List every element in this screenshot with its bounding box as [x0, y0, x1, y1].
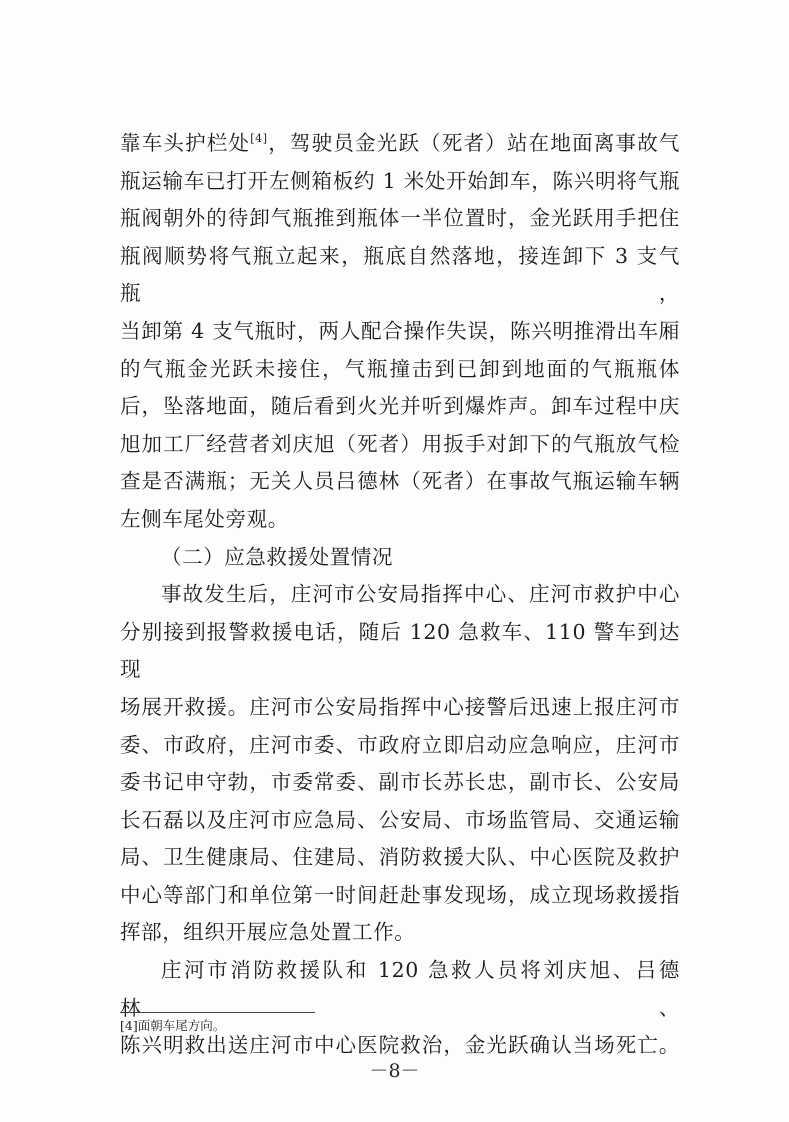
text-line: 瓶阀朝外的待卸气瓶推到瓶体一半位置时，金光跃用手把住: [120, 206, 680, 231]
body-text: [120, 125, 680, 1065]
text-line: 庄河市消防救援队和 120 急救人员将刘庆旭、吕德林、: [120, 958, 680, 1020]
text-line: 后，坠落地面，随后看到火光并听到爆炸声。卸车过程中庆: [120, 394, 680, 419]
text-line: 挥部，组织开展应急处置工作。: [120, 920, 416, 945]
text-line: 陈兴明救出送庄河市中心医院救治，金光跃确认当场死亡。: [120, 1033, 680, 1058]
text-line: 旭加工厂经营者刘庆旭（死者）用扳手对卸下的气瓶放气检: [120, 431, 680, 456]
text-line: 中心等部门和单位第一时间赶赴事发现场，成立现场救援指: [120, 882, 680, 907]
section-heading: （二）应急救援处置情况: [161, 544, 394, 569]
text-line: 分别接到报警救援电话，随后 120 急救车、110 警车到达现: [120, 619, 680, 682]
footnote-divider: [120, 1012, 315, 1013]
text-line: 局、卫生健康局、住建局、消防救援大队、中心医院及救护: [120, 845, 680, 870]
text-line: 场展开救援。庄河市公安局指挥中心接警后迅速上报庄河市: [120, 694, 680, 719]
text-line: 委、市政府，庄河市委、市政府立即启动应急响应，庄河市: [120, 732, 680, 757]
text-line: 靠车头护栏处[4]，驾驶员金光跃（死者）站在地面离事故气: [120, 131, 680, 155]
footnote-ref[interactable]: [4]: [250, 132, 268, 146]
text-line: 查是否满瓶；无关人员吕德林（死者）在事故气瓶运输车辆: [120, 469, 680, 494]
text-line: 委书记申守勃，市委常委、副市长苏长忠，副市长、公安局: [120, 770, 680, 795]
text-line: 事故发生后，庄河市公安局指挥中心、庄河市救护中心: [161, 582, 680, 607]
footnote: [4]面朝车尾方向。: [120, 1018, 226, 1033]
text-line: 的气瓶金光跃未接住，气瓶撞击到已卸到地面的气瓶瓶体: [120, 356, 680, 381]
text-line: 瓶阀顺势将气瓶立起来，瓶底自然落地，接连卸下 3 支气瓶，: [120, 243, 680, 306]
text-line: 当卸第 4 支气瓶时，两人配合操作失误，陈兴明推滑出车厢: [120, 318, 680, 343]
text-line: 长石磊以及庄河市应急局、公安局、市场监管局、交通运输: [120, 807, 680, 832]
text-line: 左侧车尾处旁观。: [120, 506, 289, 531]
text-line: 瓶运输车已打开左侧箱板约 1 米处开始卸车，陈兴明将气瓶: [120, 168, 680, 193]
page-number: －8－: [369, 1060, 420, 1082]
